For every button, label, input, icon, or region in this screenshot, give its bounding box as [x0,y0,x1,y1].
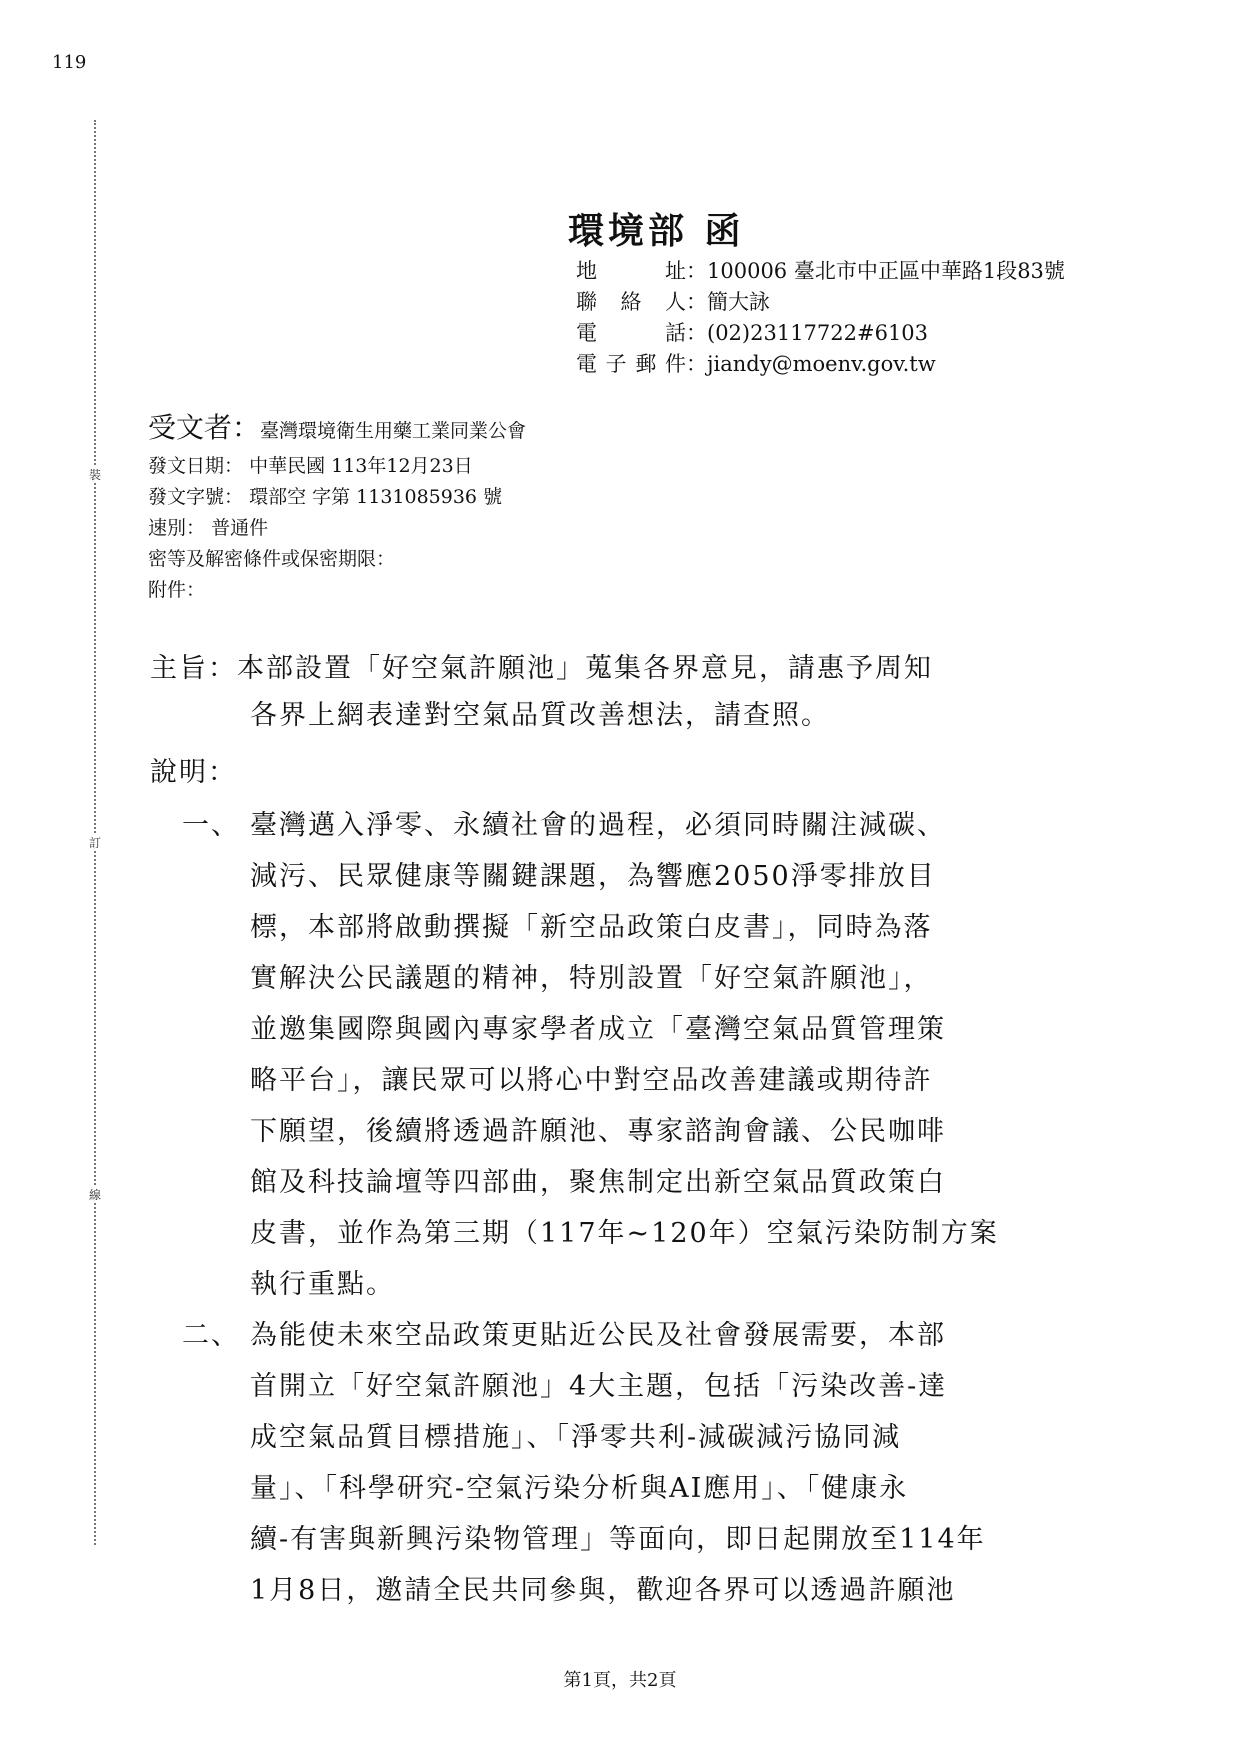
subject-label: 主旨 [150,653,208,684]
point-line: 續-有害與新興污染物管理」等面向，即日起開放至114年 [250,1524,986,1555]
point-line: 標，本部將啟動撰擬「新空品政策白皮書」，同時為落 [250,912,933,943]
explanation-label: 說明： [150,757,237,788]
sender-email: 電子郵件：jiandy@moenv.gov.tw [576,349,1065,380]
point-line: 臺灣邁入淨零、永續社會的過程，必須同時關注減碳、 [250,810,946,841]
meta-classification: 密等及解密條件或保密期限： [148,548,396,570]
meta-date: 發文日期： 中華民國 113年12月23日 [148,455,473,477]
subject [150,645,1090,739]
document-meta [148,412,526,606]
page-number: 119 [52,52,87,73]
point-number: 二、 [182,1320,240,1351]
meta-doc-number-label: 發文字號 [148,486,225,508]
sender-phone-label: 電 話 [576,321,686,345]
page-footer: 第1頁，共2頁 [563,1670,677,1691]
meta-speed-value: 普通件 [211,517,269,539]
recipient: 受文者：臺灣環境衛生用藥工業同業公會 [148,411,527,444]
point-line: 執行重點。 [250,1269,395,1300]
document-title: 環境部 函 [568,210,745,252]
point-line: 量」、「科學研究-空氣污染分析與AI應用」、「健康永 [250,1473,909,1504]
subject-line-1: 主旨：本部設置「好空氣許願池」蒐集各界意見，請惠予周知 [150,653,933,684]
meta-doc-number-value: 環部空 字第 1131085936 號 [249,486,503,508]
sender-email-value: jiandy@moenv.gov.tw [707,352,936,376]
point-line: 首開立「好空氣許願池」4大主題，包括「污染改善-達 [250,1371,948,1402]
meta-attachment: 附件： [148,579,206,601]
binding-mark-ding: 訂 [86,834,104,851]
binding-line [94,120,96,1545]
sender-address: 地 址：100006 臺北市中正區中華路1段83號 [576,256,1065,287]
point-line: 皮書，並作為第三期（117年~120年）空氣污染防制方案 [250,1218,999,1249]
point-line: 成空氣品質目標措施」、「淨零共利-減碳減污協同減 [250,1422,902,1453]
binding-mark-xian: 線 [86,1186,104,1203]
meta-date-value: 中華民國 113年12月23日 [249,455,473,477]
point-line: 為能使未來空品政策更貼近公民及社會發展需要，本部 [250,1320,946,1351]
subject-line-2: 各界上網表達對空氣品質改善想法，請查照。 [250,700,830,731]
point-line: 略平台」，讓民眾可以將心中對空品改善建議或期待許 [250,1065,933,1096]
meta-classification-label: 密等及解密條件或保密期限 [148,548,377,570]
point-line: 館及科技論壇等四部曲，聚焦制定出新空氣品質政策白 [250,1167,946,1198]
meta-speed-label: 速別 [148,517,187,539]
meta-date-label: 發文日期 [148,455,225,477]
explanation-point-2 [182,1310,1082,1616]
sender-email-label: 電子郵件 [576,352,686,376]
sender-address-label: 地 址 [576,259,686,283]
recipient-label: 受文者 [148,411,233,444]
meta-attachment-label: 附件 [148,579,187,601]
sender-phone: 電 話：(02)23117722#6103 [576,318,1065,349]
sender-phone-value: (02)23117722#6103 [707,321,929,345]
sender-address-value: 100006 臺北市中正區中華路1段83號 [707,259,1065,283]
point-line: 減污、民眾健康等關鍵課題，為響應2050淨零排放目 [250,861,936,892]
meta-doc-number: 發文字號： 環部空 字第 1131085936 號 [148,486,503,508]
sender-contact-label: 聯 絡 人 [576,290,686,314]
sender-info [576,256,1065,380]
point-number: 一、 [182,810,240,841]
point-line: 實解決公民議題的精神，特別設置「好空氣許願池」， [250,963,933,994]
point-line: 1月8日，邀請全民共同參與，歡迎各界可以透過許願池 [250,1575,956,1606]
meta-speed: 速別： 普通件 [148,517,269,539]
explanation-point-1 [182,800,1082,1310]
sender-contact-value: 簡大詠 [707,290,770,314]
sender-contact: 聯 絡 人：簡大詠 [576,287,1065,318]
point-line: 並邀集國際與國內專家學者成立「臺灣空氣品質管理策 [250,1014,946,1045]
recipient-value: 臺灣環境衛生用藥工業同業公會 [260,420,527,442]
subject-text-1: 本部設置「好空氣許願池」蒐集各界意見，請惠予周知 [237,653,933,684]
binding-mark-zhuang: 裝 [86,466,104,483]
point-line: 下願望，後續將透過許願池、專家諮詢會議、公民咖啡 [250,1116,946,1147]
